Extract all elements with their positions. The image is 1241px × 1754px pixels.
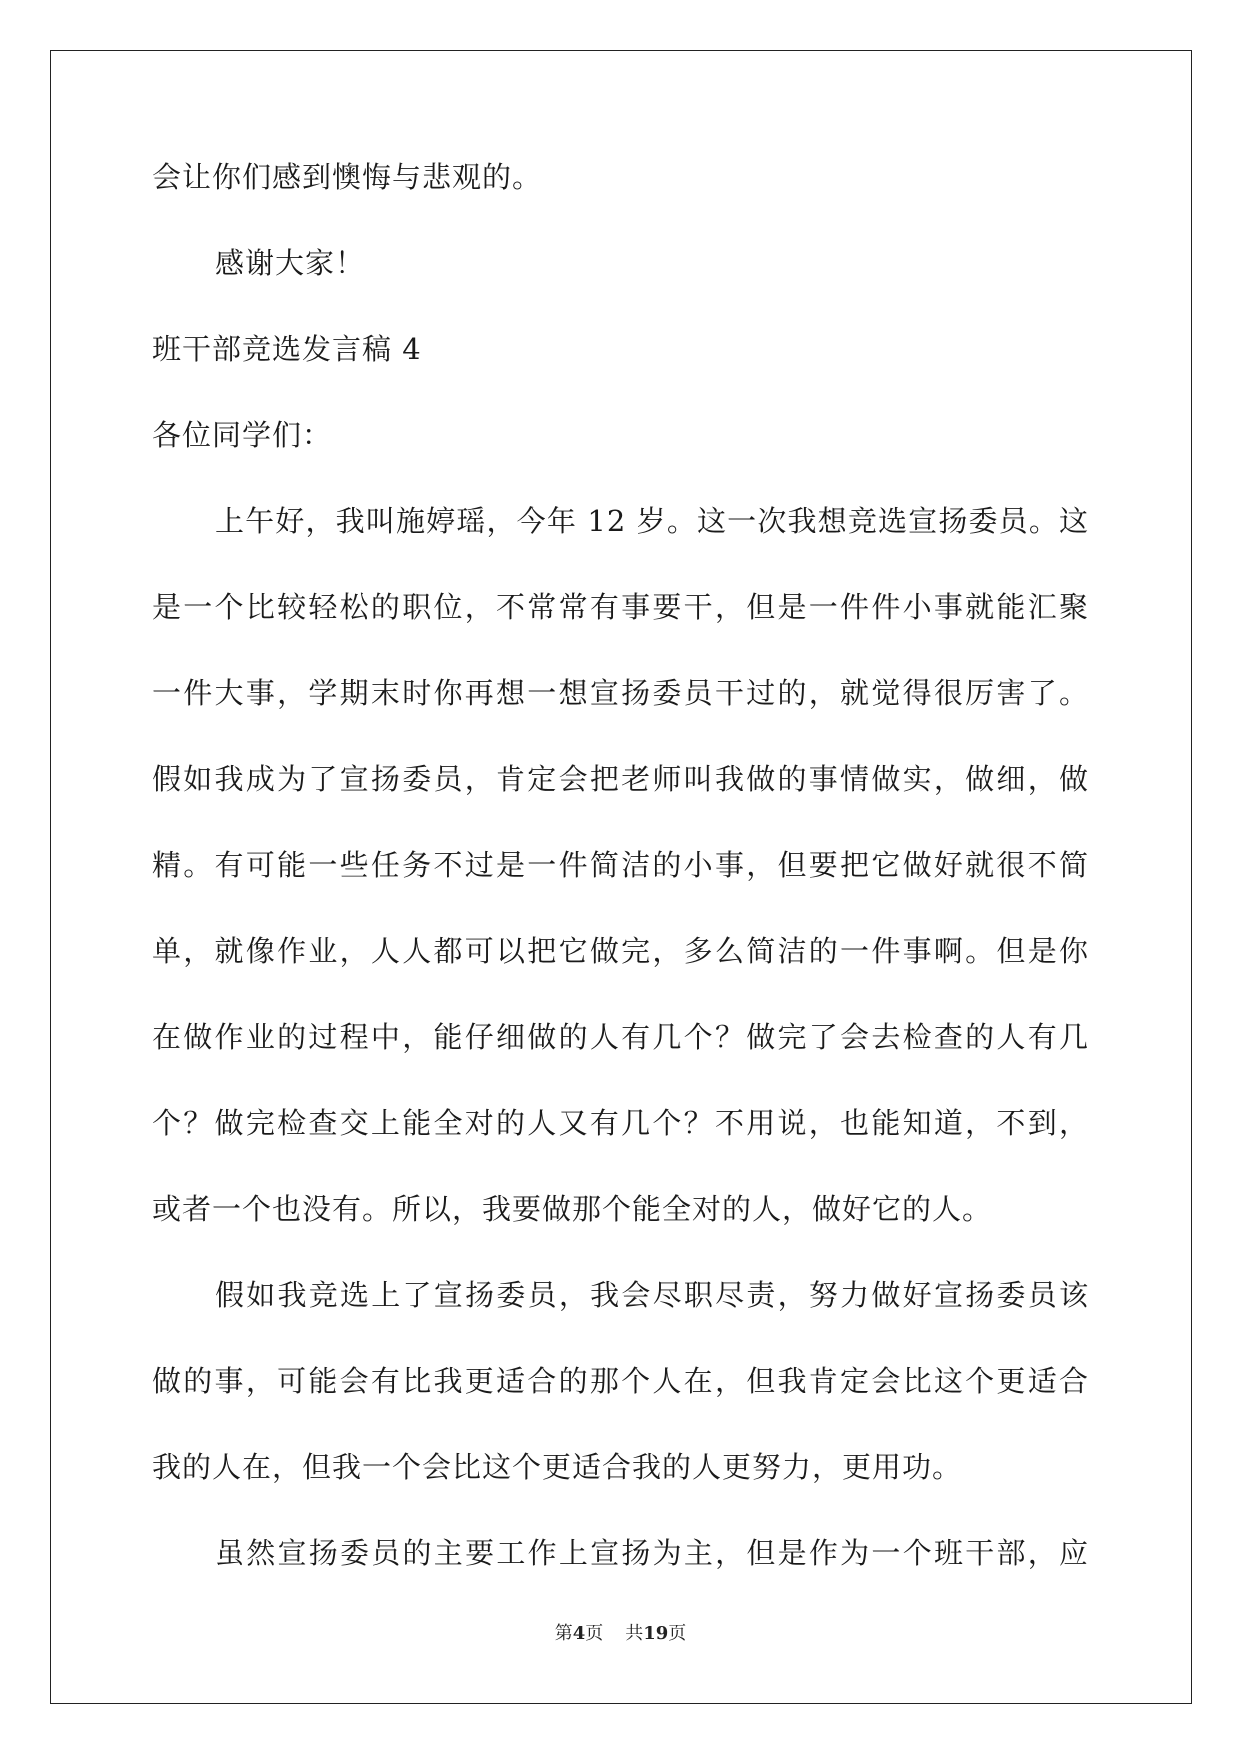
page-suffix: 页	[585, 1623, 604, 1644]
text-line: 个？做完检查交上能全对的人又有几个？不用说，也能知道，不到，	[152, 1106, 1089, 1140]
text-line: 精。有可能一些任务不过是一件简洁的小事，但要把它做好就很不简	[152, 848, 1089, 882]
page-number: 4	[572, 1623, 586, 1644]
page-footer	[0, 1623, 1241, 1645]
salutation: 各位同学们：	[152, 418, 333, 452]
text-line: 上午好，我叫施婷瑶，今年 12 岁。这一次我想竞选宣扬委员。这	[215, 504, 1089, 538]
page-prefix: 第	[554, 1623, 573, 1644]
text-line: 假如我竞选上了宣扬委员，我会尽职尽责，努力做好宣扬委员该	[215, 1278, 1089, 1312]
text-line: 或者一个也没有。所以，我要做那个能全对的人，做好它的人。	[152, 1192, 993, 1226]
total-pages: 19	[643, 1623, 669, 1644]
text-line: 做的事，可能会有比我更适合的那个人在，但我肯定会比这个更适合	[152, 1364, 1089, 1398]
section-heading: 班干部竞选发言稿 4	[152, 332, 422, 366]
text-line: 会让你们感到懊悔与悲观的。	[152, 160, 543, 194]
total-prefix: 共	[625, 1623, 644, 1644]
total-suffix: 页	[668, 1623, 687, 1644]
text-line: 是一个比较轻松的职位，不常常有事要干，但是一件件小事就能汇聚	[152, 590, 1089, 624]
text-line: 假如我成为了宣扬委员，肯定会把老师叫我做的事情做实，做细，做	[152, 762, 1089, 796]
text-line: 虽然宣扬委员的主要工作上宣扬为主，但是作为一个班干部，应	[215, 1536, 1089, 1570]
text-line: 单，就像作业，人人都可以把它做完，多么简洁的一件事啊。但是你	[152, 934, 1089, 968]
text-line: 在做作业的过程中，能仔细做的人有几个？做完了会去检查的人有几	[152, 1020, 1089, 1054]
text-line: 一件大事，学期末时你再想一想宣扬委员干过的，就觉得很厉害了。	[152, 676, 1089, 710]
text-line: 我的人在，但我一个会比这个更适合我的人更努力，更用功。	[152, 1450, 963, 1484]
document-body	[152, 160, 1089, 1622]
text-line: 感谢大家！	[215, 246, 366, 280]
